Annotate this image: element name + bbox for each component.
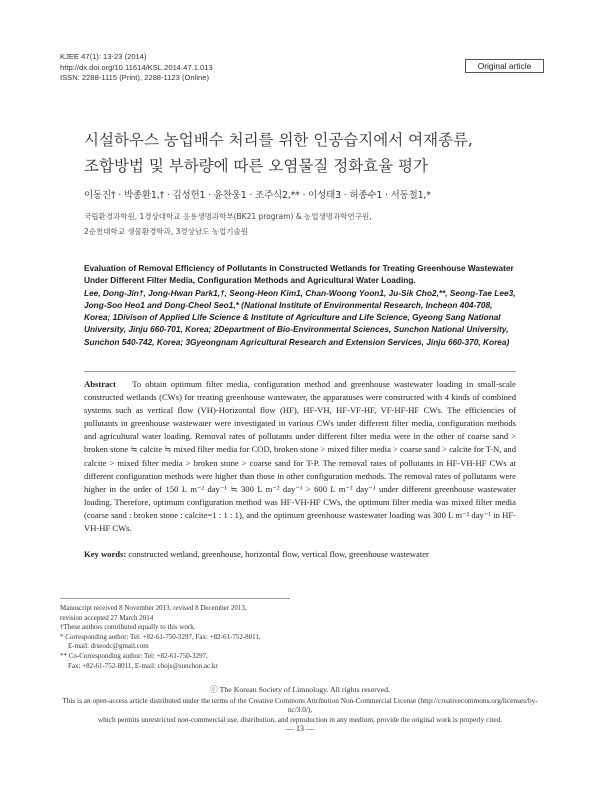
footnote-equal-contribution: †These authors contributed equally to this work. [60, 623, 196, 632]
copyright-block [60, 685, 540, 724]
article-type-badge: Original article [465, 59, 544, 73]
korean-affiliation-line2: 2순천대학교 생물환경학과, 3경상남도 농업기술원 [84, 227, 248, 236]
footnote-received: Manuscript received 8 November 2013, revised 8 December 2013, [60, 604, 247, 612]
english-title-block [84, 262, 516, 348]
english-authors: Lee, Dong-Jin†, Jong-Hwan Park1,†, Seong-Heon Kim1, Chan-Woong Yoon1, Ju-Sik Cho2,**, Seong-Tae Lee3, Jong-Soo Heo1 and Dong-Cheol Seo1,* (National Institute of Environmental Research, Incheon 404-708, Korea; 1Divison of Applied Life Science & Institute of Agriculture and Life Science, Gyeong Sang National University, Jinju 660-701, Korea; 2Department of Bio-Environmental Sciences, Sunchon National University, Sunchon 540-742, Korea; 3Gyeongnam Agricultural Research and Extension Services, Jinju 660-370, Korea) [84, 287, 516, 347]
license-line1: This is an open-access article distributed under the terms of the Creative Commons Attribution Non-Commercial License (http://creativecommons.org/licenses/by-nc/3.0/), [62, 695, 538, 714]
english-title: Evaluation of Removal Efficiency of Pollutants in Constructed Wetlands for Treating Greenhouse Wastewater Under Different Filter Media, Configuration Methods and Agricultural Water Loading. [84, 263, 514, 286]
footnote-corresponding: * Corresponding author: Tel: +82-61-750-3297, Fax: +82-61-752-8011, [60, 632, 261, 641]
footnote-rule [60, 598, 290, 599]
footnote-co-corresponding-contact: Fax: +82-61-752-8011, E-mail: chojs@sunchon.ac.kr [68, 661, 218, 670]
korean-title-line2: 조합방법 및 부하량에 따른 오염물질 정화효율 평가 [84, 157, 428, 175]
korean-title [84, 127, 504, 179]
abstract-top-rule [84, 371, 516, 372]
keywords [84, 548, 516, 560]
journal-header [60, 52, 213, 84]
journal-citation: KJEE 47(1): 13-23 (2014) [60, 52, 147, 61]
korean-affiliations [84, 209, 504, 239]
keywords-text: constructed wetland, greenhouse, horizontal flow, vertical flow, greenhouse wastewater [128, 549, 429, 559]
keywords-label: Key words: [84, 549, 127, 559]
footnote-co-corresponding: ** Co-Corresponding author: Tel: +82-61-750-3297, [60, 651, 208, 660]
abstract [84, 378, 516, 535]
doi-link[interactable]: http://dx.doi.org/10.11614/KSL.2014.47.1.013 [60, 62, 213, 72]
korean-affiliation-line1: 국립환경과학원, 1경상대학교 응용생명과학부(BK21 program) & 농업생명과학연구원, [84, 212, 372, 221]
license-line2: which permits unrestricted non-commercial use, distribution, and reproduction in any medium, provide the original work is properly cited. [97, 714, 503, 724]
korean-title-line1: 시설하우스 농업배수 처리를 위한 인공습지에서 여재종류, [84, 131, 473, 149]
abstract-text: To obtain optimum filter media, configuration method and greenhouse wastewater loading in small-scale constructed wetlands (CWs) for treating greenhouse wastewater, the apparatuses were constructed with 4 kinds of combined systems such as vertical flow (VH)-Horizontal flow (HF), HF-VH, HF-VF-HF, VF-HF-HF CWs. The efficiencies of pollutants in greenhouse wastewater were investigated in various CWs under different filter media, configuration methods and agricultural water loading. Removal rates of pollutants under different filter media were in the other of coarse sand > broken stone ≒ calcite ≒ mixed filter media for COD, broken stone > mixed filter media > coarse sand > calcite for T-N, and calcite > mixed filter media > broken stone > coarse sand for T-P. The removal rates of pollutants in HF-VH-HF CWs at different configuration methods were higher than those in other configuration methods. The removal rates of pollutants were higher in the order of 150 L m⁻² day⁻¹ ≒ 300 L m⁻² day⁻¹ > 600 L m⁻² day⁻¹ under different greenhouse wastewater loading. Therefore, optimum configuration method was HF-VH-HF CWs, the optimum filter media was mixed filter media (coarse sand : broken stone : calcite=1 : 1 : 1), and the optimum greenhouse wastewater loading was 300 L m⁻² day⁻¹ in HF-VH-HF CWs. [84, 379, 516, 534]
issn: ISSN: 2288-1115 (Print), 2288-1123 (Online) [60, 73, 210, 82]
korean-authors: 이동진† · 박종환1,† · 김성헌1 · 윤찬웅1 · 조주식2,** · 이성태3 · 허종수1 · 서동철1,* [84, 190, 431, 201]
footnote-accepted: revision accepted 27 March 2014 [60, 613, 154, 622]
abstract-label: Abstract [84, 379, 116, 389]
footnote-corresponding-email: E-mail: drseodc@gmail.com [68, 642, 149, 651]
footnotes [60, 604, 340, 671]
page-number: — 13 — [286, 724, 314, 733]
copyright-society: ⓒ The Korean Society of Limnology. All rights reserved. [210, 685, 390, 694]
